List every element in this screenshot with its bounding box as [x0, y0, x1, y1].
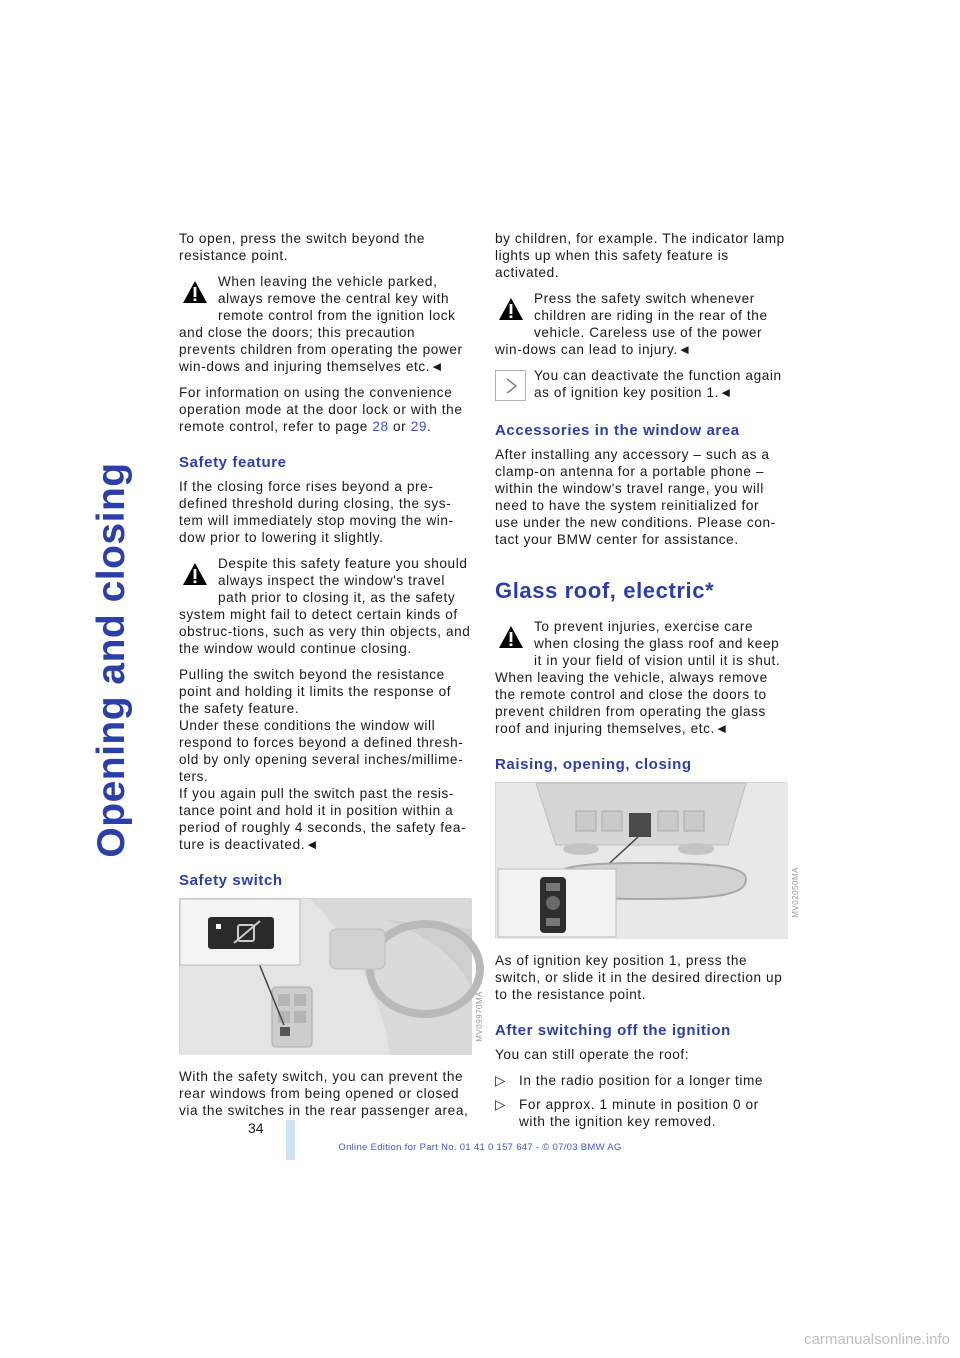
warning-text: Despite this safety feature you should always inspect the window's travel path prior to closing it, as the safety system might fail to detect certain kinds of obstruc-tions, such as very thin objects, and the window would continue closing.: [179, 556, 471, 656]
bullet-arrow-icon: ▷: [495, 1073, 507, 1088]
heading-raising: Raising, opening, closing: [495, 756, 692, 773]
paragraph: To open, press the switch beyond the resistance point.: [179, 231, 426, 263]
bullet-arrow-icon: ▷: [495, 1097, 507, 1112]
watermark: carmanualsonline.info: [804, 1331, 950, 1348]
heading-after-ignition: After switching off the ignition: [495, 1022, 731, 1039]
paragraph: After installing any accessory – such as a clamp-on antenna for a portable phone – within the window's travel range, you will need to have the system reinitialized for use under the new conditions. Please con-tact your BMW center for assistance.: [495, 447, 776, 547]
warning-note: [179, 273, 471, 375]
page-link-29[interactable]: 29: [410, 419, 428, 434]
info-note: [495, 367, 787, 403]
warning-triangle-icon: [179, 558, 210, 589]
paragraph: For information on using the convenience operation mode at the door lock or with the remote control, refer to page 28 or 29.: [179, 385, 463, 434]
paragraph: by children, for example. The indicator lamp lights up when this safety feature is activated.: [495, 231, 785, 280]
heading-accessories: Accessories in the window area: [495, 422, 740, 439]
door-panel-illustration: [180, 899, 472, 1055]
warning-triangle-icon: [179, 276, 210, 307]
paragraph: As of ignition key position 1, press the switch, or slide it in the desired direction up to the resistance point.: [495, 953, 783, 1002]
list-item: ▷ For approx. 1 minute in position 0 or with the ignition key removed.: [495, 1097, 759, 1129]
safety-switch-figure: [179, 898, 484, 1054]
warning-note: [179, 555, 471, 657]
note-text: You can deactivate the function again as of ignition key position 1.◄: [534, 368, 782, 400]
heading-safety-feature: Safety feature: [179, 454, 287, 471]
warning-text: Press the safety switch whenever children are riding in the rear of the vehicle. Careless use of the power win-dows can lead to injury.◄: [495, 291, 768, 357]
page-margin-bar: [286, 1120, 295, 1160]
section-title: Opening and closing: [90, 462, 133, 858]
warning-triangle-icon: [495, 293, 526, 324]
warning-note: [495, 618, 787, 737]
paragraph: You can still operate the roof:: [495, 1047, 690, 1062]
footer-edition-note: Online Edition for Part No. 01 41 0 157 647 - © 07/03 BMW AG: [338, 1142, 622, 1153]
overhead-console-illustration: [496, 783, 788, 939]
paragraph: Under these conditions the window will respond to forces beyond a defined thresh-old by only opening several inches/millime-ters.: [179, 718, 464, 784]
page-link-28[interactable]: 28: [372, 419, 389, 434]
list-item: ▷ In the radio position for a longer time: [495, 1073, 764, 1088]
page-number: 34: [248, 1120, 264, 1136]
heading-safety-switch: Safety switch: [179, 872, 283, 889]
warning-triangle-icon: [495, 621, 526, 652]
paragraph: If you again pull the switch past the resis-tance point and hold it in position within a period of roughly 4 seconds, the safety fea-ture is deactivated.◄: [179, 786, 467, 852]
arrow-right-icon: [495, 370, 526, 401]
paragraph: With the safety switch, you can prevent the rear windows from being opened or closed via the switches in the rear passenger area,: [179, 1069, 469, 1118]
warning-note: [495, 290, 787, 358]
paragraph: Pulling the switch beyond the resistance point and holding it limits the response of the safety feature.: [179, 667, 452, 716]
left-column: [179, 230, 484, 1128]
heading-glass-roof: Glass roof, electric*: [495, 578, 715, 603]
figure-code: MV09970MA: [475, 991, 484, 1042]
glass-roof-figure: [495, 782, 800, 938]
warning-text: When leaving the vehicle parked, always remove the central key with remote control from the ignition lock and close the doors; this precaution prevents children from operating the power win-dows and injuring themselves etc.◄: [179, 274, 463, 374]
paragraph: If the closing force rises beyond a pre-defined threshold during closing, the sys-tem will immediately stop moving the win-dow prior to lowering it slightly.: [179, 479, 454, 545]
right-column: [495, 230, 800, 1137]
figure-code: MV02050MA: [791, 867, 800, 918]
warning-text: To prevent injuries, exercise care when closing the glass roof and keep it in your field of vision until it is shut. When leaving the vehicle, always remove the remote control and close the doors to prevent children from operating the glass roof and injuring themselves, etc.◄: [495, 619, 781, 736]
